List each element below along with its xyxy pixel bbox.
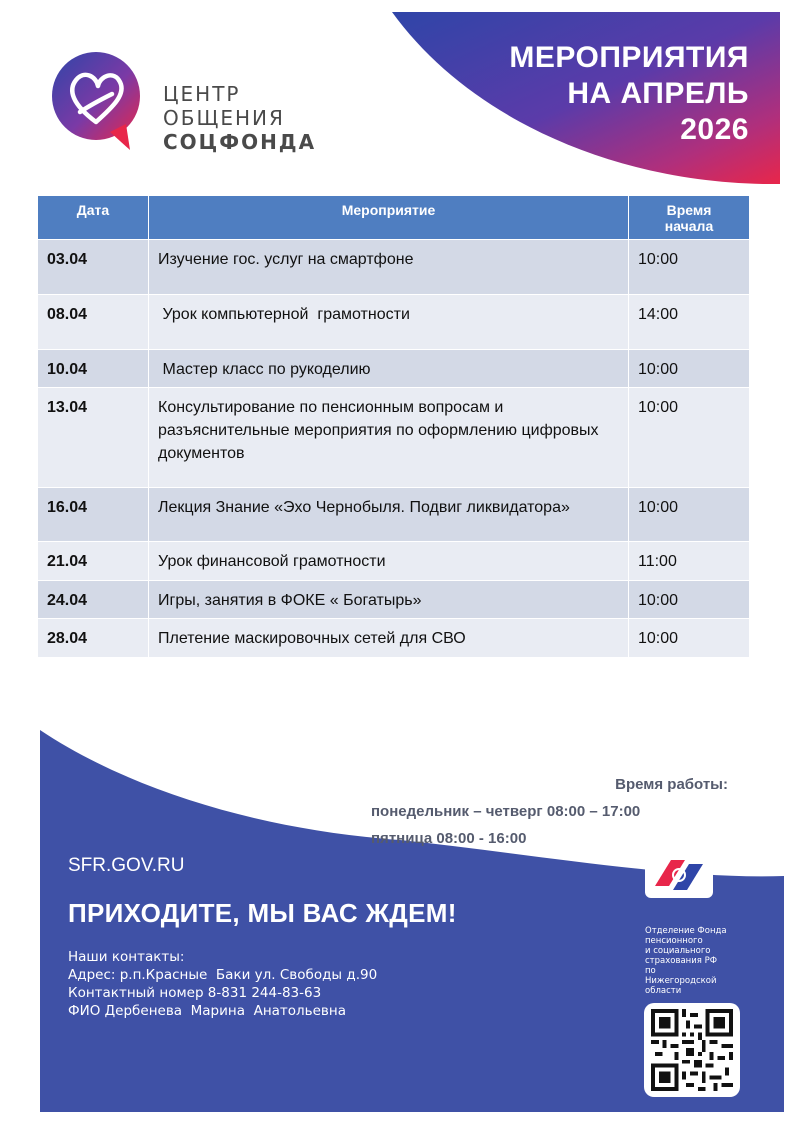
sfr-org-line: Нижегородской	[645, 976, 717, 986]
contacts-phone: Контактный номер 8-831 244-83-63	[68, 985, 322, 1001]
row-event: Лекция Знание «Эхо Чернобыля. Подвиг ликвидатора»	[149, 488, 629, 542]
contacts-address: Адрес: р.п.Красные Баки ул. Свободы д.90	[68, 967, 378, 983]
row-time: 11:00	[629, 542, 750, 581]
page-title-line3: 2026	[680, 113, 749, 146]
table-row	[38, 388, 750, 488]
working-hours	[368, 776, 728, 857]
row-time: 14:00	[629, 295, 750, 350]
table-row	[38, 295, 750, 350]
sfr-logo-icon	[645, 852, 713, 898]
row-time: 10:00	[629, 240, 750, 295]
row-date: 10.04	[38, 350, 149, 388]
row-time: 10:00	[629, 388, 750, 488]
qr-code-container	[644, 1003, 740, 1097]
events-table	[37, 195, 750, 658]
contacts-person: ФИО Дербенева Марина Анатольевна	[68, 1003, 346, 1019]
logo-line3: СОЦФОНДА	[163, 130, 317, 154]
table-row	[38, 581, 750, 619]
header-time	[629, 196, 750, 240]
table-row	[38, 350, 750, 388]
row-event: Игры, занятия в ФОКЕ « Богатырь»	[149, 581, 629, 619]
row-date: 13.04	[38, 388, 149, 488]
page-title-line1: МЕРОПРИЯТИЯ	[509, 41, 749, 74]
sfr-org-line: страхования РФ	[645, 956, 718, 966]
contacts-title: Наши контакты:	[68, 949, 185, 965]
sfr-org-line: Отделение Фонда	[645, 926, 727, 936]
header-event: Мероприятие	[149, 196, 629, 240]
logo-line2: ОБЩЕНИЯ	[163, 106, 285, 130]
row-date: 03.04	[38, 240, 149, 295]
table-row	[38, 240, 750, 295]
table-row	[38, 619, 750, 658]
working-hours-friday: пятница 08:00 - 16:00	[371, 830, 527, 847]
row-time: 10:00	[629, 350, 750, 388]
row-time: 10:00	[629, 619, 750, 658]
table-row	[38, 542, 750, 581]
row-event: Консультирование по пенсионным вопросам и разъяснительные мероприятия по оформлению цифровых документов	[149, 388, 629, 488]
logo-line1: ЦЕНТР	[163, 82, 241, 106]
row-time: 10:00	[629, 488, 750, 542]
page-title	[509, 40, 749, 148]
qr-code-icon[interactable]	[650, 1009, 734, 1091]
header-date: Дата	[38, 196, 149, 240]
working-hours-weekdays: понедельник – четверг 08:00 – 17:00	[371, 803, 641, 820]
row-date: 08.04	[38, 295, 149, 350]
page-title-line2: НА АПРЕЛЬ	[567, 77, 749, 110]
row-event: Плетение маскировочных сетей для СВО	[149, 619, 629, 658]
sfr-org-line: и социального	[645, 946, 711, 956]
row-date: 28.04	[38, 619, 149, 658]
sfr-org-line: области	[645, 986, 682, 996]
logo-wordmark	[163, 82, 316, 154]
row-event: Урок финансовой грамотности	[149, 542, 629, 581]
row-time: 10:00	[629, 581, 750, 619]
sfr-org-name	[645, 926, 740, 996]
row-date: 21.04	[38, 542, 149, 581]
row-date: 24.04	[38, 581, 149, 619]
table-header-row	[38, 196, 750, 240]
row-date: 16.04	[38, 488, 149, 542]
heart-speech-bubble-icon	[52, 52, 147, 152]
slogan: ПРИХОДИТЕ, МЫ ВАС ЖДЕМ!	[68, 898, 457, 928]
contacts-block	[68, 948, 377, 1020]
working-hours-title: Время работы:	[615, 776, 728, 793]
row-event: Мастер класс по рукоделию	[149, 350, 629, 388]
website-link[interactable]: SFR.GOV.RU	[68, 855, 185, 876]
header-time-line1: Время	[666, 202, 712, 218]
table-row	[38, 488, 750, 542]
row-event: Урок компьютерной грамотности	[149, 295, 629, 350]
sfr-org-line: пенсионного	[645, 936, 703, 946]
sfr-org-line: по	[645, 966, 656, 976]
header-time-line2: начала	[664, 218, 714, 234]
row-event: Изучение гос. услуг на смартфоне	[149, 240, 629, 295]
